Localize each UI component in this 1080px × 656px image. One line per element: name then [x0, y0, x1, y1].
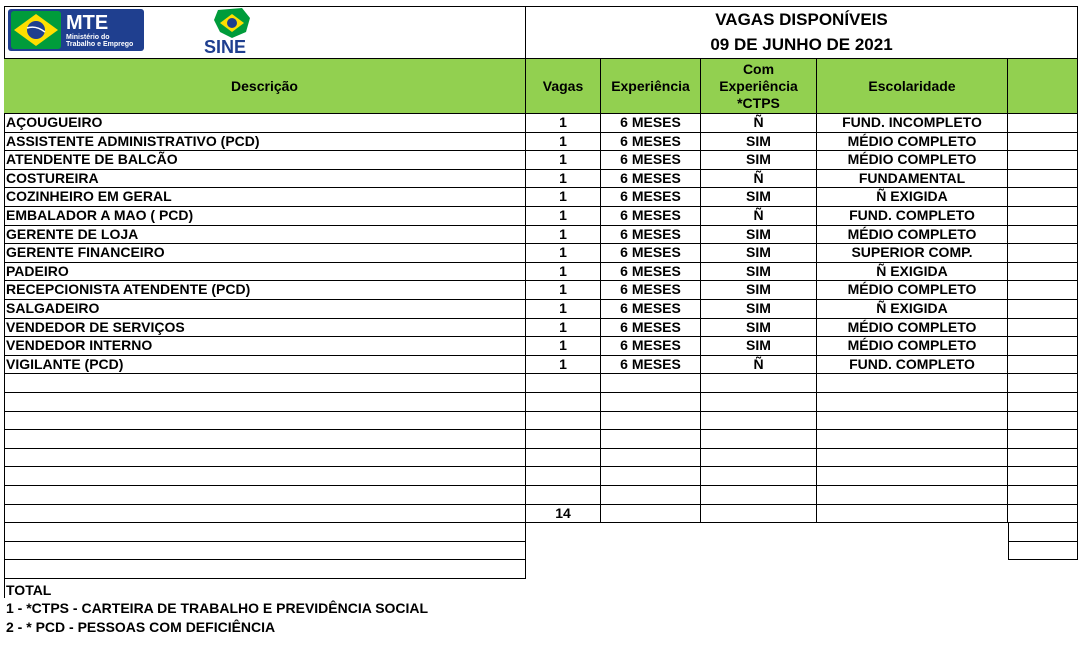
cell-descricao: EMBALADOR A MAO ( PCD) [4, 207, 526, 226]
cell-escolaridade: MÉDIO COMPLETO [817, 319, 1008, 338]
cell-descricao: COSTUREIRA [4, 170, 526, 189]
col-header-com-label: Com [742, 60, 775, 77]
cell-escolaridade [817, 486, 1008, 505]
cell-extra-empty [1008, 542, 1078, 561]
cell-experiencia: 6 MESES [601, 263, 701, 282]
cell-extra [1008, 226, 1078, 245]
cell-descricao [4, 486, 526, 505]
col-header-extra [1008, 58, 1078, 114]
cell-descricao [4, 505, 526, 524]
cell-experiencia: 6 MESES [601, 170, 701, 189]
cell-ctps [701, 467, 817, 486]
cell-escolaridade: Ñ EXIGIDA [817, 188, 1008, 207]
cell-experiencia: 6 MESES [601, 300, 701, 319]
cell-vagas [526, 430, 601, 449]
cell-escolaridade [817, 505, 1008, 524]
cell-vagas: 1 [526, 319, 601, 338]
cell-vagas: 1 [526, 114, 601, 133]
cell-descricao [4, 467, 526, 486]
cell-vagas: 1 [526, 300, 601, 319]
cell-vagas: 1 [526, 263, 601, 282]
cell-extra [1008, 281, 1078, 300]
cell-vagas: 1 [526, 170, 601, 189]
cell-experiencia: 6 MESES [601, 151, 701, 170]
cell-experiencia [601, 374, 701, 393]
col-header-vagas-label: Vagas [542, 77, 584, 94]
col-header-ctps-label: *CTPS [737, 94, 780, 111]
cell-extra [1008, 337, 1078, 356]
cell-escolaridade: FUND. INCOMPLETO [817, 114, 1008, 133]
cell-vagas [526, 467, 601, 486]
cell-extra [1008, 207, 1078, 226]
cell-ctps [701, 374, 817, 393]
cell-descricao [4, 393, 526, 412]
cell-descricao-empty [4, 542, 526, 561]
cell-experiencia: 6 MESES [601, 114, 701, 133]
cell-extra [1008, 374, 1078, 393]
col-header-experiencia-label: Experiência [611, 77, 690, 94]
cell-escolaridade: FUNDAMENTAL [817, 170, 1008, 189]
cell-ctps: Ñ [701, 114, 817, 133]
cell-ctps [701, 412, 817, 431]
col-header-experiencia [601, 58, 701, 114]
cell-vagas: 1 [526, 188, 601, 207]
cell-vagas: 1 [526, 133, 601, 152]
cell-extra [1008, 263, 1078, 282]
cell-descricao [4, 374, 526, 393]
cell-experiencia: 6 MESES [601, 319, 701, 338]
cell-escolaridade: MÉDIO COMPLETO [817, 337, 1008, 356]
cell-ctps: SIM [701, 319, 817, 338]
cell-extra [1008, 467, 1078, 486]
cell-descricao: VENDEDOR DE SERVIÇOS [4, 319, 526, 338]
cell-escolaridade [817, 374, 1008, 393]
title-block [526, 8, 1077, 56]
cell-experiencia: 6 MESES [601, 281, 701, 300]
cell-ctps [701, 393, 817, 412]
cell-experiencia [601, 467, 701, 486]
cell-escolaridade: MÉDIO COMPLETO [817, 151, 1008, 170]
cell-experiencia [601, 412, 701, 431]
cell-experiencia: 6 MESES [601, 188, 701, 207]
cell-ctps [701, 505, 817, 524]
cell-descricao [4, 412, 526, 431]
cell-ctps: SIM [701, 151, 817, 170]
cell-descricao: VIGILANTE (PCD) [4, 356, 526, 375]
cell-descricao: ATENDENTE DE BALCÃO [4, 151, 526, 170]
cell-experiencia: 6 MESES [601, 244, 701, 263]
cell-escolaridade: Ñ EXIGIDA [817, 300, 1008, 319]
col-header-com-experiencia [701, 58, 817, 114]
brazil-flag-icon [11, 11, 61, 49]
page-date: 09 DE JUNHO DE 2021 [710, 35, 893, 54]
col-header-vagas [526, 58, 601, 114]
note-ctps: 1 - *CTPS - CARTEIRA DE TRABALHO E PREVIDÊNCIA SOCIAL [6, 600, 429, 616]
cell-descricao [4, 449, 526, 468]
cell-extra-empty [1008, 523, 1078, 542]
cell-descricao: ASSISTENTE ADMINISTRATIVO (PCD) [4, 133, 526, 152]
cell-vagas: 1 [526, 337, 601, 356]
cell-vagas [526, 412, 601, 431]
cell-vagas [526, 393, 601, 412]
cell-descricao [4, 430, 526, 449]
cell-vagas: 1 [526, 356, 601, 375]
sine-logo [200, 8, 262, 56]
cell-vagas [526, 449, 601, 468]
cell-ctps: SIM [701, 337, 817, 356]
cell-vagas: 1 [526, 226, 601, 245]
cell-extra [1008, 505, 1078, 524]
cell-descricao: AÇOUGUEIRO [4, 114, 526, 133]
cell-vagas: 1 [526, 151, 601, 170]
cell-descricao: PADEIRO [4, 263, 526, 282]
cell-ctps: SIM [701, 188, 817, 207]
cell-ctps: SIM [701, 226, 817, 245]
col-header-escolaridade [817, 58, 1008, 114]
cell-escolaridade: Ñ EXIGIDA [817, 263, 1008, 282]
mte-line1: Ministério do [66, 34, 110, 41]
cell-experiencia: 6 MESES [601, 226, 701, 245]
cell-ctps [701, 486, 817, 505]
cell-ctps: SIM [701, 244, 817, 263]
cell-experiencia: 6 MESES [601, 207, 701, 226]
cell-vagas: 1 [526, 207, 601, 226]
cell-extra [1008, 412, 1078, 431]
cell-descricao: RECEPCIONISTA ATENDENTE (PCD) [4, 281, 526, 300]
cell-escolaridade [817, 430, 1008, 449]
cell-escolaridade: SUPERIOR COMP. [817, 244, 1008, 263]
cell-experiencia: 6 MESES [601, 356, 701, 375]
col-header-escolaridade-label: Escolaridade [868, 77, 956, 94]
mte-line2: Trabalho e Emprego [66, 41, 134, 48]
cell-experiencia: 6 MESES [601, 133, 701, 152]
cell-extra [1008, 170, 1078, 189]
cell-ctps: SIM [701, 281, 817, 300]
cell-escolaridade [817, 412, 1008, 431]
cell-extra [1008, 300, 1078, 319]
cell-descricao: COZINHEIRO EM GERAL [4, 188, 526, 207]
cell-escolaridade: MÉDIO COMPLETO [817, 226, 1008, 245]
cell-ctps [701, 449, 817, 468]
col-header-com-exp-label: Experiência [719, 77, 798, 94]
cell-extra [1008, 244, 1078, 263]
table-frame [4, 6, 1078, 7]
note-pcd: 2 - * PCD - PESSOAS COM DEFICIÊNCIA [6, 619, 276, 635]
col-header-descricao-label: Descrição [231, 77, 298, 94]
cell-extra [1008, 393, 1078, 412]
cell-ctps: Ñ [701, 207, 817, 226]
cell-ctps: Ñ [701, 170, 817, 189]
col-header-descricao [4, 58, 526, 114]
cell-escolaridade [817, 449, 1008, 468]
cell-experiencia: 6 MESES [601, 337, 701, 356]
cell-extra [1008, 319, 1078, 338]
cell-descricao: VENDEDOR INTERNO [4, 337, 526, 356]
cell-escolaridade: MÉDIO COMPLETO [817, 133, 1008, 152]
cell-escolaridade: FUND. COMPLETO [817, 356, 1008, 375]
cell-vagas [526, 374, 601, 393]
cell-descricao-empty [4, 523, 526, 542]
cell-descricao: SALGADEIRO [4, 300, 526, 319]
sine-label: SINE [204, 37, 247, 57]
cell-vagas: 1 [526, 281, 601, 300]
sine-map-icon [212, 8, 252, 38]
cell-extra [1008, 133, 1078, 152]
page-title: VAGAS DISPONÍVEIS [715, 10, 888, 29]
cell-extra [1008, 114, 1078, 133]
cell-experiencia [601, 505, 701, 524]
cell-escolaridade [817, 393, 1008, 412]
cell-ctps: SIM [701, 263, 817, 282]
cell-escolaridade: FUND. COMPLETO [817, 207, 1008, 226]
cell-experiencia [601, 430, 701, 449]
cell-descricao: GERENTE DE LOJA [4, 226, 526, 245]
cell-extra [1008, 188, 1078, 207]
cell-ctps: SIM [701, 300, 817, 319]
cell-ctps [701, 430, 817, 449]
total-label: TOTAL [6, 582, 52, 598]
cell-extra [1008, 486, 1078, 505]
cell-descricao-empty [4, 560, 526, 579]
cell-experiencia [601, 486, 701, 505]
cell-experiencia [601, 393, 701, 412]
cell-vagas [526, 486, 601, 505]
cell-vagas: 1 [526, 244, 601, 263]
cell-escolaridade [817, 467, 1008, 486]
cell-descricao: GERENTE FINANCEIRO [4, 244, 526, 263]
cell-experiencia [601, 449, 701, 468]
total-vagas: 14 [526, 505, 601, 524]
cell-extra [1008, 430, 1078, 449]
cell-ctps: SIM [701, 133, 817, 152]
cell-ctps: Ñ [701, 356, 817, 375]
mte-abbr: MTE [66, 12, 109, 34]
cell-escolaridade: MÉDIO COMPLETO [817, 281, 1008, 300]
mte-logo [8, 9, 144, 51]
cell-extra [1008, 151, 1078, 170]
cell-extra [1008, 356, 1078, 375]
cell-extra [1008, 449, 1078, 468]
